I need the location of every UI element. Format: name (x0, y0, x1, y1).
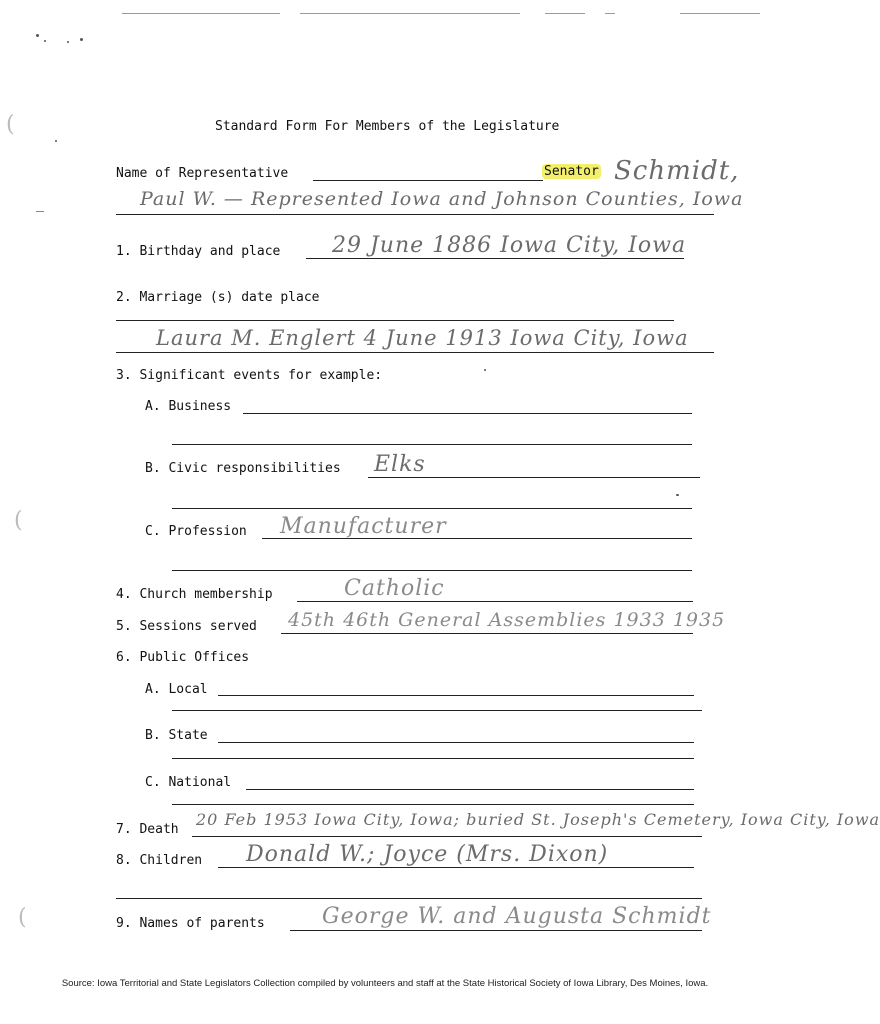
civic-line-2 (172, 508, 692, 509)
sessions-handwriting: 45th 46th General Assemblies 1933 1935 (288, 609, 726, 631)
birthday-handwriting: 29 June 1886 Iowa City, Iowa (332, 233, 687, 258)
sessions-line (281, 633, 693, 634)
church-line (297, 601, 693, 602)
state-line-1 (218, 742, 694, 743)
scan-speck (36, 34, 39, 37)
sessions-label: 5. Sessions served (116, 619, 257, 634)
significant-events-label: 3. Significant events for example: (116, 368, 383, 383)
marriage-handwriting: Laura M. Englert 4 June 1913 Iowa City, Iowa (156, 326, 689, 350)
name-handwriting-1: Schmidt, (614, 156, 740, 186)
scan-speck (676, 494, 679, 496)
marriage-line-1 (116, 320, 674, 321)
business-line-1 (243, 413, 692, 414)
form-title: Standard Form For Members of the Legislature (215, 119, 560, 134)
state-label: B. State (145, 728, 208, 743)
scan-artifact-line (680, 13, 760, 14)
children-line-2 (116, 898, 702, 899)
name-label: Name of Representative (116, 166, 289, 181)
name-line-2 (116, 214, 714, 215)
death-label: 7. Death (116, 822, 179, 837)
source-footer: Source: Iowa Territorial and State Legislators Collection compiled by volunteers and staff at the State Historical Society of Iowa Library, Des Moines, Iowa. (61, 978, 709, 989)
parents-label: 9. Names of parents (116, 916, 265, 931)
scan-artifact-line (122, 13, 280, 14)
scan-margin-mark: ( (6, 112, 15, 137)
name-handwriting-2: Paul W. — Represented Iowa and Johnson Counties, Iowa (140, 188, 744, 210)
local-line-2 (172, 710, 702, 711)
profession-label: C. Profession (145, 524, 247, 539)
marriage-line-2 (116, 352, 714, 353)
children-label: 8. Children (116, 853, 203, 868)
civic-line-1 (368, 477, 700, 478)
scan-speck (80, 38, 83, 41)
senator-text: Senator (544, 164, 599, 179)
senator-highlight (542, 164, 601, 179)
scan-speck (67, 41, 69, 43)
marriage-label: 2. Marriage (s) date place (116, 290, 320, 305)
death-handwriting: 20 Feb 1953 Iowa City, Iowa; buried St. Joseph's Cemetery, Iowa City, Iowa (196, 810, 880, 829)
civic-label: B. Civic responsibilities (145, 461, 341, 476)
scan-margin-mark: ( (18, 905, 27, 930)
scan-speck (44, 40, 46, 42)
scan-artifact-line (605, 13, 615, 14)
business-label: A. Business (145, 399, 232, 414)
scan-margin-mark: ( (14, 508, 23, 533)
birthday-line (306, 258, 684, 259)
children-line-1 (218, 867, 694, 868)
church-handwriting: Catholic (344, 576, 445, 601)
national-label: C. National (145, 775, 232, 790)
profession-line-2 (172, 570, 692, 571)
civic-handwriting: Elks (374, 452, 426, 477)
children-handwriting: Donald W.; Joyce (Mrs. Dixon) (246, 842, 609, 867)
death-line-1 (192, 836, 702, 837)
church-label: 4. Church membership (116, 587, 273, 602)
name-line (313, 180, 543, 181)
state-line-2 (172, 758, 694, 759)
national-line-1 (246, 789, 694, 790)
parents-line (290, 930, 702, 931)
scan-artifact-line (545, 13, 585, 14)
business-line-2 (172, 444, 692, 445)
scan-speck (484, 369, 486, 371)
scan-speck (55, 140, 57, 142)
scan-artifact-line (300, 13, 520, 14)
scan-margin-dash (36, 211, 44, 212)
public-offices-label: 6. Public Offices (116, 650, 250, 665)
parents-handwriting: George W. and Augusta Schmidt (322, 904, 712, 929)
profession-handwriting: Manufacturer (280, 514, 447, 539)
local-label: A. Local (145, 682, 208, 697)
birthday-label: 1. Birthday and place (116, 244, 281, 259)
national-line-2 (172, 804, 694, 805)
local-line-1 (218, 695, 694, 696)
